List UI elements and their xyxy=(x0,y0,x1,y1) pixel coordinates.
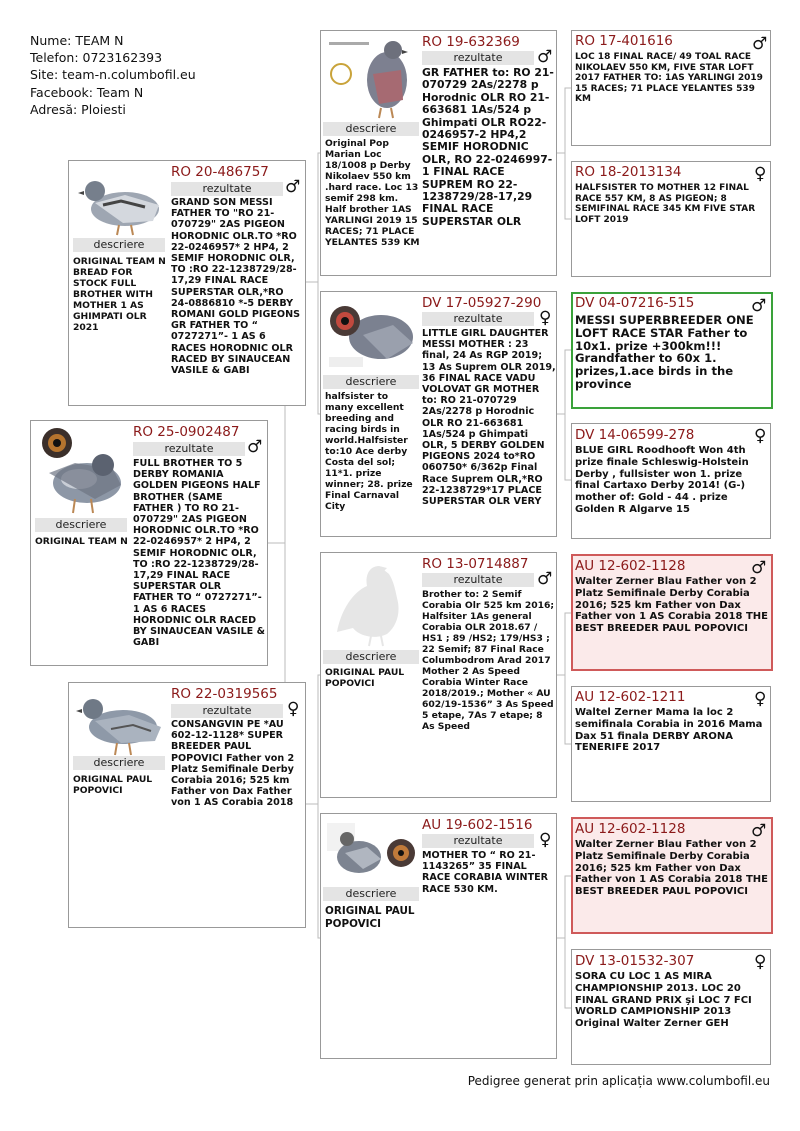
description-button[interactable]: descriere xyxy=(323,650,419,664)
pigeon-card-great-grandparent-4 xyxy=(571,423,771,539)
pigeon-photo[interactable] xyxy=(73,687,165,759)
pigeon-info: FULL BROTHER TO 5 DERBY ROMANIA GOLDEN PIGEONS HALF BROTHER (SAME FATHER ) TO RO 21-070729" 2AS PIGEON HORODNIC OLR.TO *RO 22-0246957* 2 HP4, 2 SEMIF HORODNIC OLR, TO :RO 22-1238729/28-17,29 FINAL RACE SUPERSTAR OLR FATHER TO “ 0727271”- 1 AS 6 RACES HORODNIC OLR RACED BY SINAUCEAN VASILE & GABI xyxy=(133,458,265,649)
pigeon-card-maternal-grandfather xyxy=(320,552,557,798)
ring-number: RO 20-486757 xyxy=(171,164,269,180)
description-button[interactable]: descriere xyxy=(35,518,127,532)
ring-number: DV 17-05927-290 xyxy=(422,295,542,311)
pigeon-photo[interactable] xyxy=(323,817,419,887)
male-sex-icon: ♂ xyxy=(752,34,768,54)
pigeon-photo[interactable] xyxy=(73,165,165,237)
pigeon-info: GRAND SON MESSI FATHER TO "RO 21-070729" 2AS PIGEON HORODNIC OLR.TO *RO 22-0246957* 2 HP4, 2 SEMIF HORODNIC OLR, TO :RO 22-1238729/28-17,29 FINAL RACE SUPERSTAR OLR,*RO 24-0886810 *-5 DERBY ROMANI GOLD PIGEONS GR FATHER TO “ 0727271”- 1 AS 6 RACES HORODNIC OLR RACED BY SINAUCEAN VASILE & GABI xyxy=(171,197,301,377)
pigeon-card-great-grandparent-5 xyxy=(571,554,773,671)
pigeon-eye-photo-icon xyxy=(35,425,127,517)
pigeon-card-maternal-grandmother xyxy=(320,813,557,1059)
pigeon-card-great-grandparent-3 xyxy=(571,292,773,409)
ring-number: DV 13-01532-307 xyxy=(575,953,695,969)
results-button[interactable]: rezultate xyxy=(422,573,534,587)
description-button[interactable]: descriere xyxy=(323,375,419,389)
pigeon-photo[interactable] xyxy=(35,425,127,517)
results-button[interactable]: rezultate xyxy=(133,442,245,456)
ring-number: RO 13-0714887 xyxy=(422,556,529,572)
pigeon-card-mother xyxy=(68,682,306,928)
ring-number: DV 04-07216-515 xyxy=(575,295,695,311)
description-button[interactable]: descriere xyxy=(73,756,165,770)
ring-number: RO 18-2013134 xyxy=(575,164,682,180)
pigeon-silhouette-icon xyxy=(323,556,419,648)
pigeon-note: Original Pop Marian Loc 18/1008 p Derby Nikolaev 550 km .hard race. Loc 13 semif 298 km. Half brother 1AS YARLINGI 2019 15 RACES; 71 PLACE YELANTES 539 KM xyxy=(325,138,420,248)
pigeon-info: BLUE GIRL Roodhooft Won 4th prize finale Schleswig-Holstein Derby , fullsister won 1. prize final Cartaxo Derby 2014! (G-) mother of: Gold - 44 . prize Golden R Algarve 15 xyxy=(575,445,749,515)
description-button[interactable]: descriere xyxy=(323,122,419,136)
pigeon-card-subject xyxy=(30,420,268,666)
male-sex-icon: ♂ xyxy=(751,296,767,316)
pigeon-card-great-grandparent-2 xyxy=(571,161,771,277)
female-sex-icon: ♀ xyxy=(287,699,300,719)
pigeon-note: ORIGINAL PAUL POPOVICI xyxy=(325,905,415,930)
pigeon-card-great-grandparent-1 xyxy=(571,30,771,146)
pigeon-photo[interactable] xyxy=(323,34,419,122)
footer-credit: Pedigree generat prin aplicația www.columbofil.eu xyxy=(467,1074,770,1088)
description-button[interactable]: descriere xyxy=(323,887,419,901)
pigeon-info: Brother to: 2 Semif Corabia Olr 525 km 2016; Halfsiter 1As general Corabia OLR 2018.67 / HS1 ; 89 /HS2; 179/HS3 ; 22 Semif; 87 Final Race Columbodrom Arad 2017 Mother 2 As Speed Corabia Winter Race 2018/2019.; Mother « AU 602/19-1536” 3 As Speed 5 etape, 7As 7 etape; 8 As Speed xyxy=(422,589,555,732)
female-sex-icon: ♀ xyxy=(754,426,767,446)
pigeon-info: Walter Zerner Blau Father von 2 Platz Semifinale Derby Corabia 2016; 525 km Father von Dax Father von 1 AS Corabia 2018 THE BEST BREEDER PAUL POPOVICI xyxy=(575,839,768,898)
female-sex-icon: ♀ xyxy=(539,830,552,850)
pigeon-card-great-grandparent-7 xyxy=(571,817,773,934)
pigeon-card-paternal-grandfather xyxy=(320,30,557,276)
female-sex-icon: ♀ xyxy=(754,689,767,709)
pigeon-info: Waltel Zerner Mama la loc 2 semifinala Corabia in 2016 Mama Dax 51 finala DERBY ARONA TENERIFE 2017 xyxy=(575,707,763,754)
results-button[interactable]: rezultate xyxy=(422,312,534,326)
results-button[interactable]: rezultate xyxy=(171,182,283,196)
pigeon-note: ORIGINAL PAUL POPOVICI xyxy=(73,774,153,796)
male-sex-icon: ♂ xyxy=(751,821,767,841)
ring-number: RO 22-0319565 xyxy=(171,686,278,702)
pigeon-note: halfsister to many excellent breeding and racing birds in world.Halfsister to:10 Ace derby Costa del sol; 11*1. prize winner; 28. prize Final Carnaval City xyxy=(325,391,413,512)
pigeon-eye-photo-icon xyxy=(323,295,419,375)
results-button[interactable]: rezultate xyxy=(422,51,534,65)
results-button[interactable]: rezultate xyxy=(422,834,534,848)
pigeon-photo-icon xyxy=(323,817,419,887)
pigeon-photo-placeholder[interactable] xyxy=(323,556,419,648)
female-sex-icon: ♀ xyxy=(539,308,552,328)
owner-site[interactable]: Site: team-n.columbofil.eu xyxy=(30,67,196,83)
pigeon-card-father xyxy=(68,160,306,406)
male-sex-icon: ♂ xyxy=(285,177,301,197)
ring-number: AU 12-602-1211 xyxy=(575,689,686,705)
ring-number: RO 19-632369 xyxy=(422,34,520,50)
male-sex-icon: ♂ xyxy=(537,47,553,67)
ring-number: AU 19-602-1516 xyxy=(422,817,533,833)
ring-number: RO 25-0902487 xyxy=(133,424,240,440)
description-button[interactable]: descriere xyxy=(73,238,165,252)
owner-facebook: Facebook: Team N xyxy=(30,84,144,100)
owner-address: Adresă: Ploiesti xyxy=(30,101,126,117)
male-sex-icon: ♂ xyxy=(751,558,767,578)
ring-number: DV 14-06599-278 xyxy=(575,427,695,443)
pigeon-info: GR FATHER to: RO 21-070729 2As/2278 p Horodnic OLR RO 21-663681 1As/524 p Ghimpati OLR RO22-0246957-2 HP4,2 SEMIF HORODNIC OLR, RO 22-0246997-1 FINAL RACE SUPREM RO 22-1238729/28-17,29 FINAL RACE SUPERSTAR OLR xyxy=(422,67,554,228)
ring-number: RO 17-401616 xyxy=(575,33,673,49)
pigeon-note: ORIGINAL PAUL POPOVICI xyxy=(325,667,405,689)
pigeon-info: SORA CU LOC 1 AS MIRA CHAMPIONSHIP 2013. LOC 20 FINAL GRAND PRIX şi LOC 7 FCI WORLD CAMPIONSHIP 2013 Original Walter Zerner GEH xyxy=(575,971,752,1030)
pigeon-card-great-grandparent-8 xyxy=(571,949,771,1065)
pigeon-info: MOTHER TO “ RO 21-1143265” 35 FINAL RACE CORABIA WINTER RACE 530 KM. xyxy=(422,850,549,895)
owner-phone: Telefon: 0723162393 xyxy=(30,50,163,66)
owner-info xyxy=(30,32,196,118)
female-sex-icon: ♀ xyxy=(754,164,767,184)
pigeon-info: CONSANGVIN PE *AU 602-12-1128* SUPER BREEDER PAUL POPOVICI Father von 2 Platz Semifinale Derby Corabia 2016; 525 km Father von Dax Father von 1 AS Corabia 2018 xyxy=(171,719,295,809)
pigeon-note: ORIGINAL TEAM N xyxy=(35,536,128,547)
pigeon-photo-icon xyxy=(73,165,165,237)
results-button[interactable]: rezultate xyxy=(171,704,283,718)
ring-number: AU 12-602-1128 xyxy=(575,821,686,837)
ring-number: AU 12-602-1128 xyxy=(575,558,686,574)
pigeon-photo[interactable] xyxy=(323,295,419,375)
pigeon-info: LOC 18 FINAL RACE/ 49 TOAL RACE NIKOLAEV 550 KM, FIVE STAR LOFT 2017 FATHER TO: 1AS YARLINGI 2019 15 RACES; 71 PLACE YELANTES 539 KM xyxy=(575,52,763,105)
pigeon-info: HALFSISTER TO MOTHER 12 FINAL RACE 557 KM, 8 AS PIGEON; 8 SEMIFINAL RACE 345 KM FIVE STAR LOFT 2019 xyxy=(575,183,756,225)
pigeon-note: ORIGINAL TEAM N BREAD FOR STOCK FULL BROTHER WITH MOTHER 1 AS GHIMPATI OLR 2021 xyxy=(73,256,166,333)
male-sex-icon: ♂ xyxy=(537,569,553,589)
pigeon-photo-icon xyxy=(323,34,419,122)
pigeon-info: MESSI SUPERBREEDER ONE LOFT RACE STAR Father to 10x1. prize +300km!!! Grandfather to 60x 1. prizes,1.ace birds in the province xyxy=(575,314,754,391)
male-sex-icon: ♂ xyxy=(247,437,263,457)
pigeon-photo-icon xyxy=(73,687,165,759)
owner-name: Nume: TEAM N xyxy=(30,33,124,48)
pigeon-info: LITTLE GIRL DAUGHTER MESSI MOTHER : 23 final, 24 As RGP 2019; 13 As Suprem OLR 2019, 36 FINAL RACE VADU VOLOVAT GR MOTHER to: RO 21-070729 2As/2278 p Horodnic OLR RO 21-663681 1As/524 p Ghimpati OLR, 5 DERBY GOLDEN PIGEONS 2024 to*RO 060750* 6/362p Final Race Suprem OLR,*RO 22-1238729*17 PLACE SUPERSTAR OLR VERY xyxy=(422,328,556,508)
pigeon-card-paternal-grandmother xyxy=(320,291,557,537)
pigeon-card-great-grandparent-6 xyxy=(571,686,771,802)
pigeon-info: Walter Zerner Blau Father von 2 Platz Semifinale Derby Corabia 2016; 525 km Father von Dax Father von 1 AS Corabia 2018 THE BEST BREEDER PAUL POPOVICI xyxy=(575,576,768,635)
female-sex-icon: ♀ xyxy=(754,952,767,972)
